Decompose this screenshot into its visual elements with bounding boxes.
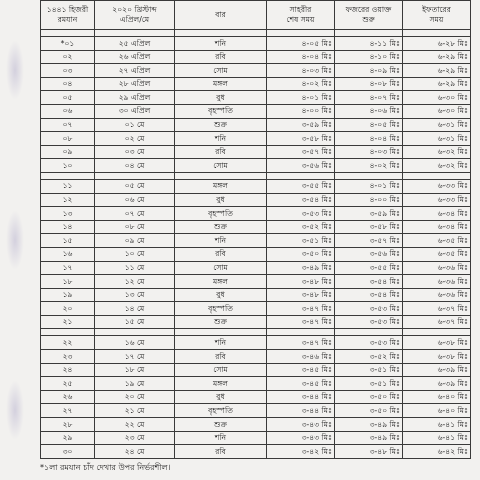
iftar-time-cell: ৬-৩১ মিঃ [403, 132, 471, 146]
group-separator [41, 329, 471, 336]
header-gregorian: ২০২০ খ্রিস্টাব্দ এপ্রিল/মে [95, 1, 175, 30]
sehri-time-cell: ৪-০১ মিঃ [267, 91, 335, 105]
weekday-cell: বুধ [175, 91, 267, 105]
table-row [41, 431, 471, 445]
ramadan-day-cell: ১৬ [41, 247, 95, 261]
gregorian-date-cell: ০৩ মে [95, 145, 175, 159]
iftar-time-cell: ৬-৩০ মিঃ [403, 104, 471, 118]
ramadan-day-cell: ১৭ [41, 261, 95, 275]
ramadan-day-cell: *০১ [41, 37, 95, 51]
ramadan-day-cell: ০৯ [41, 145, 95, 159]
table-row [41, 50, 471, 64]
weekday-cell: শনি [175, 336, 267, 350]
gregorian-date-cell: ২১ মে [95, 404, 175, 418]
gregorian-date-cell: ১১ মে [95, 261, 175, 275]
gregorian-date-cell: ০৫ মে [95, 179, 175, 193]
gregorian-date-cell: ০৭ মে [95, 207, 175, 221]
fajr-time-cell: ৪-০৬ মিঃ [335, 104, 403, 118]
ramadan-day-cell: ০৩ [41, 64, 95, 78]
gregorian-date-cell: ১৯ মে [95, 377, 175, 391]
table-header-row [41, 1, 471, 30]
ramadan-day-cell: ১৩ [41, 207, 95, 221]
weekday-cell: মঙ্গল [175, 377, 267, 391]
table-row [41, 377, 471, 391]
separator-cell [335, 329, 403, 336]
ramadan-day-cell: ২১ [41, 315, 95, 329]
ink-bleed-mark [6, 40, 24, 100]
fajr-time-cell: ৩-৫৩ মিঃ [335, 315, 403, 329]
fajr-time-cell: ৩-৫০ মিঃ [335, 404, 403, 418]
separator-cell [267, 329, 335, 336]
sehri-time-cell: ৩-৫১ মিঃ [267, 234, 335, 248]
weekday-cell: বুধ [175, 193, 267, 207]
weekday-cell: রবি [175, 247, 267, 261]
weekday-cell: সোম [175, 261, 267, 275]
sehri-time-cell: ৩-৪৮ মিঃ [267, 288, 335, 302]
iftar-time-cell: ৬-৩৩ মিঃ [403, 179, 471, 193]
table-row [41, 302, 471, 316]
table-row [41, 77, 471, 91]
fajr-time-cell: ৩-৫৪ মিঃ [335, 288, 403, 302]
ramadan-day-cell: ১৯ [41, 288, 95, 302]
sehri-time-cell: ৩-৪২ মিঃ [267, 445, 335, 459]
table-row [41, 404, 471, 418]
header-day: বার [175, 1, 267, 30]
gregorian-date-cell: ২৮ এপ্রিল [95, 77, 175, 91]
weekday-cell: শনি [175, 37, 267, 51]
ink-bleed-mark [6, 380, 24, 440]
table-row [41, 179, 471, 193]
iftar-time-cell: ৬-৩৫ মিঃ [403, 247, 471, 261]
header-fajr: ফজরের ওয়াক্ত শুরু [335, 1, 403, 30]
separator-cell [41, 329, 95, 336]
gregorian-date-cell: ০২ মে [95, 132, 175, 146]
fajr-time-cell: ৪-১১ মিঃ [335, 37, 403, 51]
fajr-time-cell: ৪-০৭ মিঃ [335, 91, 403, 105]
iftar-time-cell: ৬-৩২ মিঃ [403, 159, 471, 173]
table-row [41, 91, 471, 105]
iftar-time-cell: ৬-৩৪ মিঃ [403, 220, 471, 234]
gregorian-date-cell: ১৭ মে [95, 350, 175, 364]
fajr-time-cell: ৪-০৪ মিঃ [335, 132, 403, 146]
table-row [41, 350, 471, 364]
table-row [41, 193, 471, 207]
weekday-cell: বৃহস্পতি [175, 104, 267, 118]
ramadan-day-cell: ৩০ [41, 445, 95, 459]
iftar-time-cell: ৬-৩৯ মিঃ [403, 363, 471, 377]
fajr-time-cell: ৩-৪৯ মিঃ [335, 418, 403, 432]
ramadan-day-cell: ২৯ [41, 431, 95, 445]
header-iftar: ইফতারের সময় [403, 1, 471, 30]
iftar-time-cell: ৬-৩০ মিঃ [403, 91, 471, 105]
weekday-cell: শনি [175, 431, 267, 445]
fajr-time-cell: ৩-৪৯ মিঃ [335, 431, 403, 445]
gregorian-date-cell: ২৫ এপ্রিল [95, 37, 175, 51]
weekday-cell: শুক্র [175, 418, 267, 432]
weekday-cell: বুধ [175, 390, 267, 404]
fajr-time-cell: ৪-০৯ মিঃ [335, 64, 403, 78]
ramadan-day-cell: ২৮ [41, 418, 95, 432]
table-row [41, 288, 471, 302]
weekday-cell: মঙ্গল [175, 275, 267, 289]
gregorian-date-cell: ৩০ এপ্রিল [95, 104, 175, 118]
fajr-time-cell: ৪-০৩ মিঃ [335, 145, 403, 159]
ramadan-day-cell: ১০ [41, 159, 95, 173]
iftar-time-cell: ৬-৪০ মিঃ [403, 390, 471, 404]
table-row [41, 234, 471, 248]
weekday-cell: শুক্র [175, 315, 267, 329]
separator-cell [175, 30, 267, 37]
table-row [41, 220, 471, 234]
table-row [41, 275, 471, 289]
header-ramadan: ১৪৪১ হিজরী রমযান [41, 1, 95, 30]
weekday-cell: বৃহস্পতি [175, 302, 267, 316]
weekday-cell: বুধ [175, 288, 267, 302]
table-row [41, 336, 471, 350]
table-row [41, 145, 471, 159]
gregorian-date-cell: ১৪ মে [95, 302, 175, 316]
weekday-cell: বৃহস্পতি [175, 404, 267, 418]
fajr-time-cell: ৪-০৫ মিঃ [335, 118, 403, 132]
timetable-sheet [40, 0, 470, 459]
table-row [41, 64, 471, 78]
weekday-cell: শনি [175, 132, 267, 146]
separator-cell [41, 30, 95, 37]
separator-cell [335, 172, 403, 179]
weekday-cell: সোম [175, 363, 267, 377]
gregorian-date-cell: ০৯ মে [95, 234, 175, 248]
iftar-time-cell: ৬-৪২ মিঃ [403, 445, 471, 459]
sehri-time-cell: ৩-৪৭ মিঃ [267, 315, 335, 329]
gregorian-date-cell: ২৭ এপ্রিল [95, 64, 175, 78]
sehri-time-cell: ৩-৪৭ মিঃ [267, 336, 335, 350]
separator-cell [95, 329, 175, 336]
fajr-time-cell: ৩-৫১ মিঃ [335, 377, 403, 391]
fajr-time-cell: ৩-৫০ মিঃ [335, 390, 403, 404]
sehri-time-cell: ৩-৪৩ মিঃ [267, 418, 335, 432]
table-row [41, 261, 471, 275]
gregorian-date-cell: ০১ মে [95, 118, 175, 132]
sehri-time-cell: ৩-৪৪ মিঃ [267, 390, 335, 404]
table-row [41, 418, 471, 432]
table-row [41, 118, 471, 132]
fajr-time-cell: ৩-৪৮ মিঃ [335, 445, 403, 459]
ramadan-day-cell: ২৩ [41, 350, 95, 364]
sehri-time-cell: ৩-৫৪ মিঃ [267, 193, 335, 207]
gregorian-date-cell: ১৫ মে [95, 315, 175, 329]
fajr-time-cell: ৪-১০ মিঃ [335, 50, 403, 64]
iftar-time-cell: ৬-৩২ মিঃ [403, 145, 471, 159]
iftar-time-cell: ৬-২৮ মিঃ [403, 37, 471, 51]
weekday-cell: রবি [175, 50, 267, 64]
ramadan-day-cell: ১৮ [41, 275, 95, 289]
iftar-time-cell: ৬-৪১ মিঃ [403, 431, 471, 445]
ramadan-day-cell: ২৭ [41, 404, 95, 418]
ramadan-day-cell: ০৭ [41, 118, 95, 132]
fajr-time-cell: ৩-৫৯ মিঃ [335, 207, 403, 221]
iftar-time-cell: ৬-৪০ মিঃ [403, 404, 471, 418]
iftar-time-cell: ৬-৩৭ মিঃ [403, 315, 471, 329]
ramadan-day-cell: ১৪ [41, 220, 95, 234]
separator-cell [267, 172, 335, 179]
fajr-time-cell: ৪-০০ মিঃ [335, 193, 403, 207]
ramadan-day-cell: ০২ [41, 50, 95, 64]
group-separator [41, 172, 471, 179]
sehri-time-cell: ৩-৪৯ মিঃ [267, 261, 335, 275]
iftar-time-cell: ৬-৩৮ মিঃ [403, 350, 471, 364]
sehri-time-cell: ৩-৪৫ মিঃ [267, 377, 335, 391]
ramadan-day-cell: ২৫ [41, 377, 95, 391]
sehri-time-cell: ৩-৪৬ মিঃ [267, 350, 335, 364]
sehri-time-cell: ৪-০৫ মিঃ [267, 37, 335, 51]
separator-cell [403, 172, 471, 179]
ramadan-day-cell: ০৮ [41, 132, 95, 146]
sehri-time-cell: ৩-৪৫ মিঃ [267, 363, 335, 377]
fajr-time-cell: ৩-৫৩ মিঃ [335, 336, 403, 350]
separator-cell [95, 30, 175, 37]
fajr-time-cell: ৪-০৮ মিঃ [335, 77, 403, 91]
table-row [41, 363, 471, 377]
separator-cell [335, 30, 403, 37]
table-row [41, 390, 471, 404]
fajr-time-cell: ৩-৫৬ মিঃ [335, 247, 403, 261]
sehri-time-cell: ৪-০৪ মিঃ [267, 50, 335, 64]
footnote: *১লা রমযান চাঁদ দেখার উপর নির্ভরশীল। [40, 463, 171, 472]
gregorian-date-cell: ০৮ মে [95, 220, 175, 234]
ramadan-timetable [40, 0, 471, 459]
ramadan-day-cell: ১১ [41, 179, 95, 193]
sehri-time-cell: ৪-০৩ মিঃ [267, 64, 335, 78]
table-row [41, 159, 471, 173]
gregorian-date-cell: ০৬ মে [95, 193, 175, 207]
sehri-time-cell: ৪-০২ মিঃ [267, 77, 335, 91]
sehri-time-cell: ৩-৫৬ মিঃ [267, 159, 335, 173]
ink-bleed-mark [6, 210, 24, 270]
weekday-cell: রবি [175, 145, 267, 159]
sehri-time-cell: ৩-৫৮ মিঃ [267, 132, 335, 146]
sehri-time-cell: ৩-৪৪ মিঃ [267, 404, 335, 418]
iftar-time-cell: ৬-৩৩ মিঃ [403, 193, 471, 207]
gregorian-date-cell: ১৮ মে [95, 363, 175, 377]
weekday-cell: শুক্র [175, 220, 267, 234]
iftar-time-cell: ৬-৩৪ মিঃ [403, 207, 471, 221]
iftar-time-cell: ৬-৩৮ মিঃ [403, 336, 471, 350]
iftar-time-cell: ৬-২৯ মিঃ [403, 50, 471, 64]
ramadan-day-cell: ২৬ [41, 390, 95, 404]
iftar-time-cell: ৬-২৯ মিঃ [403, 64, 471, 78]
table-row [41, 37, 471, 51]
gregorian-date-cell: ২৯ এপ্রিল [95, 91, 175, 105]
iftar-time-cell: ৬-২৯ মিঃ [403, 77, 471, 91]
gregorian-date-cell: ০৪ মে [95, 159, 175, 173]
separator-cell [41, 172, 95, 179]
iftar-time-cell: ৬-৩৬ মিঃ [403, 261, 471, 275]
sehri-time-cell: ৩-৫৫ মিঃ [267, 179, 335, 193]
sehri-time-cell: ৪-০০ মিঃ [267, 104, 335, 118]
sehri-time-cell: ৩-৫২ মিঃ [267, 220, 335, 234]
gregorian-date-cell: ১২ মে [95, 275, 175, 289]
table-row [41, 247, 471, 261]
gregorian-date-cell: ১৩ মে [95, 288, 175, 302]
ramadan-day-cell: ২৪ [41, 363, 95, 377]
weekday-cell: রবি [175, 350, 267, 364]
fajr-time-cell: ৩-৫২ মিঃ [335, 350, 403, 364]
gregorian-date-cell: ২২ মে [95, 418, 175, 432]
fajr-time-cell: ৩-৫১ মিঃ [335, 363, 403, 377]
gregorian-date-cell: ২৩ মে [95, 431, 175, 445]
gregorian-date-cell: ২০ মে [95, 390, 175, 404]
ramadan-day-cell: ০৬ [41, 104, 95, 118]
ramadan-day-cell: ১৫ [41, 234, 95, 248]
sehri-time-cell: ৩-৫৭ মিঃ [267, 145, 335, 159]
iftar-time-cell: ৬-৩৭ মিঃ [403, 302, 471, 316]
timetable-body [41, 30, 471, 459]
separator-cell [267, 30, 335, 37]
weekday-cell: শনি [175, 234, 267, 248]
gregorian-date-cell: ২৬ এপ্রিল [95, 50, 175, 64]
weekday-cell: সোম [175, 159, 267, 173]
ramadan-day-cell: ০৪ [41, 77, 95, 91]
weekday-cell: মঙ্গল [175, 77, 267, 91]
ramadan-day-cell: ০৫ [41, 91, 95, 105]
sehri-time-cell: ৩-৪৩ মিঃ [267, 431, 335, 445]
separator-cell [175, 329, 267, 336]
sehri-time-cell: ৩-৪৭ মিঃ [267, 302, 335, 316]
ramadan-day-cell: ১২ [41, 193, 95, 207]
weekday-cell: রবি [175, 445, 267, 459]
table-row [41, 315, 471, 329]
gregorian-date-cell: ১৬ মে [95, 336, 175, 350]
table-row [41, 207, 471, 221]
fajr-time-cell: ৩-৫৭ মিঃ [335, 234, 403, 248]
separator-cell [175, 172, 267, 179]
sehri-time-cell: ৩-৫৩ মিঃ [267, 207, 335, 221]
iftar-time-cell: ৬-৪১ মিঃ [403, 418, 471, 432]
table-row [41, 445, 471, 459]
weekday-cell: সোম [175, 64, 267, 78]
gregorian-date-cell: ১০ মে [95, 247, 175, 261]
iftar-time-cell: ৬-৩১ মিঃ [403, 118, 471, 132]
sehri-time-cell: ৩-৫০ মিঃ [267, 247, 335, 261]
weekday-cell: শুক্র [175, 118, 267, 132]
sehri-time-cell: ৩-৫৯ মিঃ [267, 118, 335, 132]
separator-cell [95, 172, 175, 179]
fajr-time-cell: ৪-০২ মিঃ [335, 159, 403, 173]
sehri-time-cell: ৩-৪৮ মিঃ [267, 275, 335, 289]
iftar-time-cell: ৬-৩৯ মিঃ [403, 377, 471, 391]
fajr-time-cell: ৩-৫৫ মিঃ [335, 261, 403, 275]
table-row [41, 104, 471, 118]
group-separator [41, 30, 471, 37]
gregorian-date-cell: ২৪ মে [95, 445, 175, 459]
ramadan-day-cell: ২২ [41, 336, 95, 350]
weekday-cell: মঙ্গল [175, 179, 267, 193]
fajr-time-cell: ৩-৫৮ মিঃ [335, 220, 403, 234]
fajr-time-cell: ৩-৫৩ মিঃ [335, 302, 403, 316]
ramadan-day-cell: ২০ [41, 302, 95, 316]
iftar-time-cell: ৬-৩৬ মিঃ [403, 288, 471, 302]
header-sehri: সাহরীর শেষ সময় [267, 1, 335, 30]
iftar-time-cell: ৬-৩৫ মিঃ [403, 234, 471, 248]
fajr-time-cell: ৩-৫৪ মিঃ [335, 275, 403, 289]
table-row [41, 132, 471, 146]
iftar-time-cell: ৬-৩৬ মিঃ [403, 275, 471, 289]
weekday-cell: বৃহস্পতি [175, 207, 267, 221]
fajr-time-cell: ৪-০১ মিঃ [335, 179, 403, 193]
separator-cell [403, 30, 471, 37]
separator-cell [403, 329, 471, 336]
